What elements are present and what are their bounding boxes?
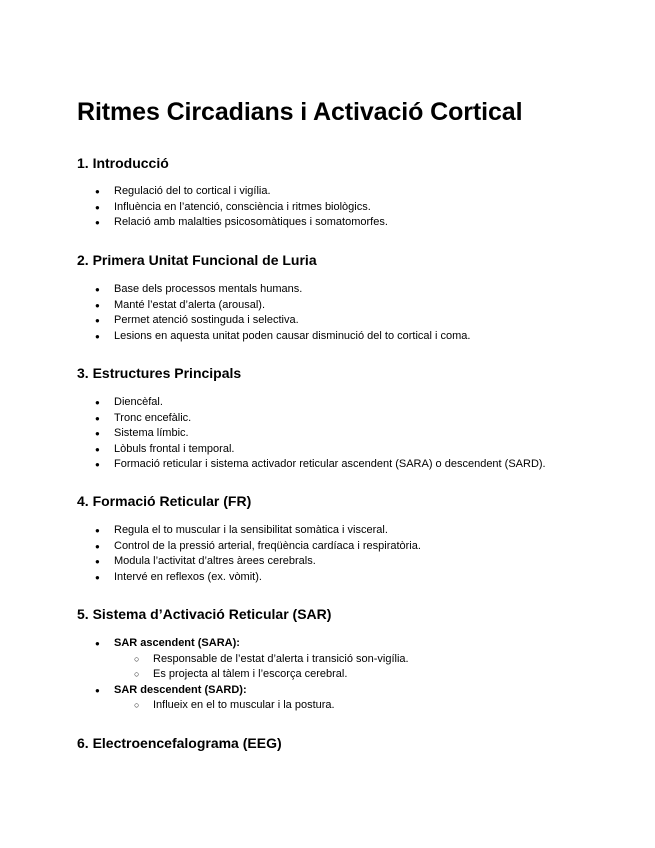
list-item: ● Lesions en aquesta unitat poden causar disminució del to cortical i coma.	[114, 329, 471, 345]
sublist-sard	[153, 698, 409, 714]
list-item: ● Permet atenció sostinguda i selectiva.	[114, 313, 471, 329]
list-item: ● Intervé en reflexos (ex. vòmit).	[114, 570, 421, 586]
sublist-item: ○ Influeix en el to muscular i la postura.	[153, 698, 409, 714]
list-item: ● Lòbuls frontal i temporal.	[114, 442, 546, 458]
list-item: ● Tronc encefàlic.	[114, 411, 546, 427]
section-list-5	[114, 636, 409, 714]
sublist-item: ○ Es projecta al tàlem i l’escorça cerebral.	[153, 667, 409, 683]
list-item: ● Manté l’estat d’alerta (arousal).	[114, 298, 471, 314]
section-heading-5: 5. Sistema d’Activació Reticular (SAR)	[77, 606, 332, 622]
list-item: ● Modula l’activitat d’altres àrees cerebrals.	[114, 554, 421, 570]
list-item: ● Diencèfal.	[114, 395, 546, 411]
sublist-item: ○ Responsable de l’estat d’alerta i transició son-vigília.	[153, 652, 409, 668]
section-list-3	[114, 395, 546, 473]
list-item: ● Control de la pressió arterial, freqüència cardíaca i respiratòria.	[114, 539, 421, 555]
sublist-container-sard	[114, 698, 409, 714]
list-item: ● Base dels processos mentals humans.	[114, 282, 471, 298]
list-item: ● Influència en l’atenció, consciència i ritmes biològics.	[114, 200, 388, 216]
list-item-sara: ● SAR ascendent (SARA):	[114, 636, 409, 652]
list-item: ● Regula el to muscular i la sensibilitat somàtica i visceral.	[114, 523, 421, 539]
section-list-4	[114, 523, 421, 585]
list-item-sard: ● SAR descendent (SARD):	[114, 683, 409, 699]
section-heading-6: 6. Electroencefalograma (EEG)	[77, 735, 282, 751]
section-heading-3: 3. Estructures Principals	[77, 365, 242, 381]
list-item: ● Formació reticular i sistema activador reticular ascendent (SARA) o descendent (SARD).	[114, 457, 546, 473]
list-item: ● Sistema límbic.	[114, 426, 546, 442]
section-list-1	[114, 184, 388, 231]
document-title: Ritmes Circadians i Activació Cortical	[77, 98, 523, 126]
section-list-2	[114, 282, 471, 344]
section-heading-4: 4. Formació Reticular (FR)	[77, 493, 252, 509]
section-heading-2: 2. Primera Unitat Funcional de Luria	[77, 252, 317, 268]
sublist-container-sara	[114, 652, 409, 683]
list-item: ● Regulació del to cortical i vigília.	[114, 184, 388, 200]
sublist-sara	[153, 652, 409, 683]
list-item: ● Relació amb malalties psicosomàtiques i somatomorfes.	[114, 215, 388, 231]
section-heading-1: 1. Introducció	[77, 155, 169, 171]
